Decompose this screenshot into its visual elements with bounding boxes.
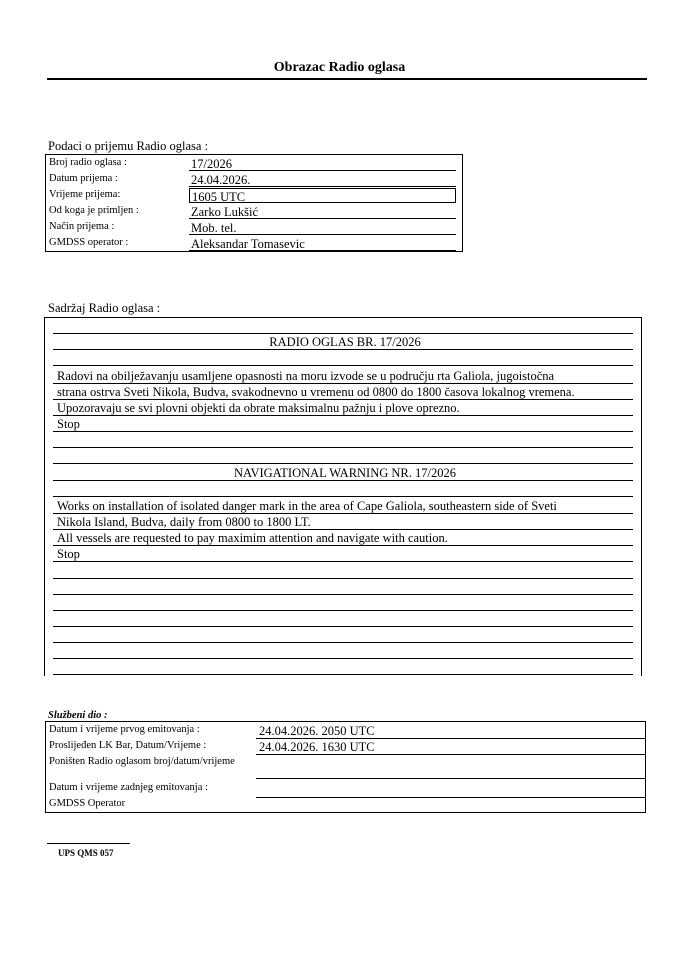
reception-section-label: Podaci o prijemu Radio oglasa : <box>48 139 209 153</box>
reception-value: Aleksandar Tomasevic <box>189 236 456 251</box>
reception-box <box>45 154 463 252</box>
reception-row-time <box>46 188 462 204</box>
content-line <box>53 432 633 448</box>
content-box <box>44 317 642 676</box>
reception-row-from <box>46 204 462 220</box>
content-line: Upozoravaju se svi plovni objekti da obrate maksimalnu pažnju i plove oprezno. <box>53 400 633 416</box>
content-line <box>53 659 633 675</box>
content-line: Works on installation of isolated danger mark in the area of Cape Galiola, southeastern side of Sveti <box>53 498 633 514</box>
title-divider <box>47 78 647 80</box>
reception-label: Od koga je primljen : <box>49 205 139 216</box>
reception-value: 17/2026 <box>189 156 456 171</box>
official-value: 24.04.2026. 2050 UTC <box>256 723 646 739</box>
reception-row-method <box>46 220 462 236</box>
content-section-label: Sadržaj Radio oglasa : <box>48 301 161 315</box>
content-line: Stop <box>53 546 633 562</box>
content-line <box>53 579 633 595</box>
document-code: UPS QMS 057 <box>58 848 114 858</box>
footer-divider <box>47 843 130 844</box>
content-line <box>53 563 633 579</box>
content-line: Radovi na obilježavanju usamljene opasnosti na moru izvode se u području rta Galiola, jugoistočna <box>53 368 633 384</box>
reception-label: Broj radio oglasa : <box>49 157 127 168</box>
nav-warning-heading: NAVIGATIONAL WARNING NR. 17/2026 <box>53 465 633 481</box>
content-line: strana ostrva Sveti Nikola, Budva, svakodnevno u vremenu od 0800 do 1800 časova lokalnog vremena. <box>53 384 633 400</box>
content-line <box>53 448 633 464</box>
content-line: Stop <box>53 416 633 432</box>
reception-label: Datum prijema : <box>49 173 118 184</box>
official-section-label: Službeni dio : <box>48 710 108 721</box>
content-line <box>53 595 633 611</box>
content-line <box>53 627 633 643</box>
official-label: GMDSS Operator <box>49 798 126 809</box>
content-line: Nikola Island, Budva, daily from 0800 to 1800 LT. <box>53 514 633 530</box>
content-line <box>53 350 633 366</box>
reception-label: Način prijema : <box>49 221 115 232</box>
content-line <box>53 643 633 659</box>
reception-value: 1605 UTC <box>189 188 456 203</box>
reception-row-operator <box>46 236 462 252</box>
reception-value: 24.04.2026. <box>189 172 456 187</box>
official-value <box>256 782 646 798</box>
official-box <box>45 721 646 813</box>
official-label: Datum i vrijeme prvog emitovanja : <box>49 724 200 735</box>
content-line: All vessels are requested to pay maximim attention and navigate with caution. <box>53 530 633 546</box>
official-value: 24.04.2026. 1630 UTC <box>256 739 646 755</box>
reception-label: GMDSS operator : <box>49 237 129 248</box>
content-line <box>53 318 633 334</box>
page-title: Obrazac Radio oglasa <box>273 60 406 75</box>
reception-value: Mob. tel. <box>189 220 456 235</box>
reception-row-date <box>46 172 462 188</box>
official-value <box>256 763 646 779</box>
reception-label: Vrijeme prijema: <box>49 189 121 200</box>
official-label: Poništen Radio oglasom broj/datum/vrijeme <box>49 756 235 767</box>
reception-row-number <box>46 156 462 172</box>
official-label: Datum i vrijeme zadnjeg emitovanja : <box>49 782 208 793</box>
content-line <box>53 611 633 627</box>
radio-notice-heading: RADIO OGLAS BR. 17/2026 <box>53 334 633 350</box>
official-label: Proslijeđen LK Bar, Datum/Vrijeme : <box>49 740 207 751</box>
reception-value: Zarko Lukšić <box>189 204 456 219</box>
content-line <box>53 481 633 497</box>
